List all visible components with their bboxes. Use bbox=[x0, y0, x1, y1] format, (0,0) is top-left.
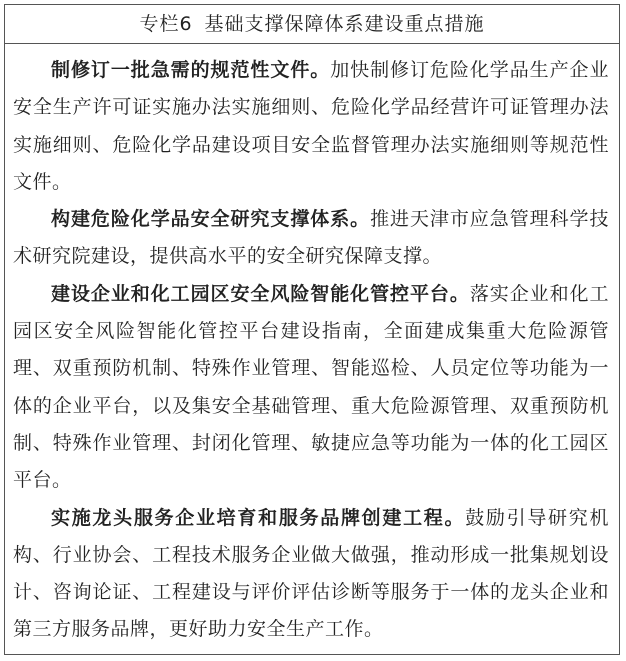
paragraph-text: 鼓励引导研究机构、行业协会、工程技术服务企业做大做强，推动形成一批集规划设计、咨询论证、工程建设与评价评估诊断等服务于一体的龙头企业和第三方服务品牌，更好助力安全生产工作。 bbox=[13, 506, 609, 641]
box-title-prefix: 专栏6 bbox=[139, 13, 193, 35]
box-title bbox=[5, 5, 619, 44]
paragraph-text: 推进天津市应急管理科学技术研究院建设，提供高水平的安全研究保障支撑。 bbox=[13, 208, 609, 268]
paragraph-text: 落实企业和化工园区安全风险智能化管控平台建设指南，全面建成集重大危险源管理、双重预防机制、特殊作业管理、智能巡检、人员定位等功能为一体的企业平台，以及集安全基础管理、重大危险源管理、双重预防机制、特殊作业管理、封闭化管理、敏捷应急等功能为一体的化工园区平台。 bbox=[13, 282, 609, 492]
box-body bbox=[5, 44, 619, 649]
paragraph-risk-platform bbox=[13, 276, 609, 500]
paragraph-lead: 实施龙头服务企业培育和服务品牌创建工程。 bbox=[51, 506, 466, 529]
box-title-text: 基础支撑保障体系建设重点措施 bbox=[204, 13, 485, 35]
paragraph-text: 加快制修订危险化学品生产企业安全生产许可证实施办法实施细则、危险化学品经营许可证管理办法实施细则、危险化学品建设项目安全监督管理办法实施细则等规范性文件。 bbox=[13, 59, 609, 193]
paragraph-research-system bbox=[13, 201, 609, 276]
paragraph-service-brand bbox=[13, 500, 609, 649]
paragraph-regulations bbox=[13, 52, 609, 201]
paragraph-lead: 构建危险化学品安全研究支撑体系。 bbox=[51, 208, 371, 231]
paragraph-lead: 制修订一批急需的规范性文件。 bbox=[51, 59, 331, 81]
paragraph-lead: 建设企业和化工园区安全风险智能化管控平台。 bbox=[51, 282, 470, 305]
measures-box bbox=[4, 4, 620, 655]
